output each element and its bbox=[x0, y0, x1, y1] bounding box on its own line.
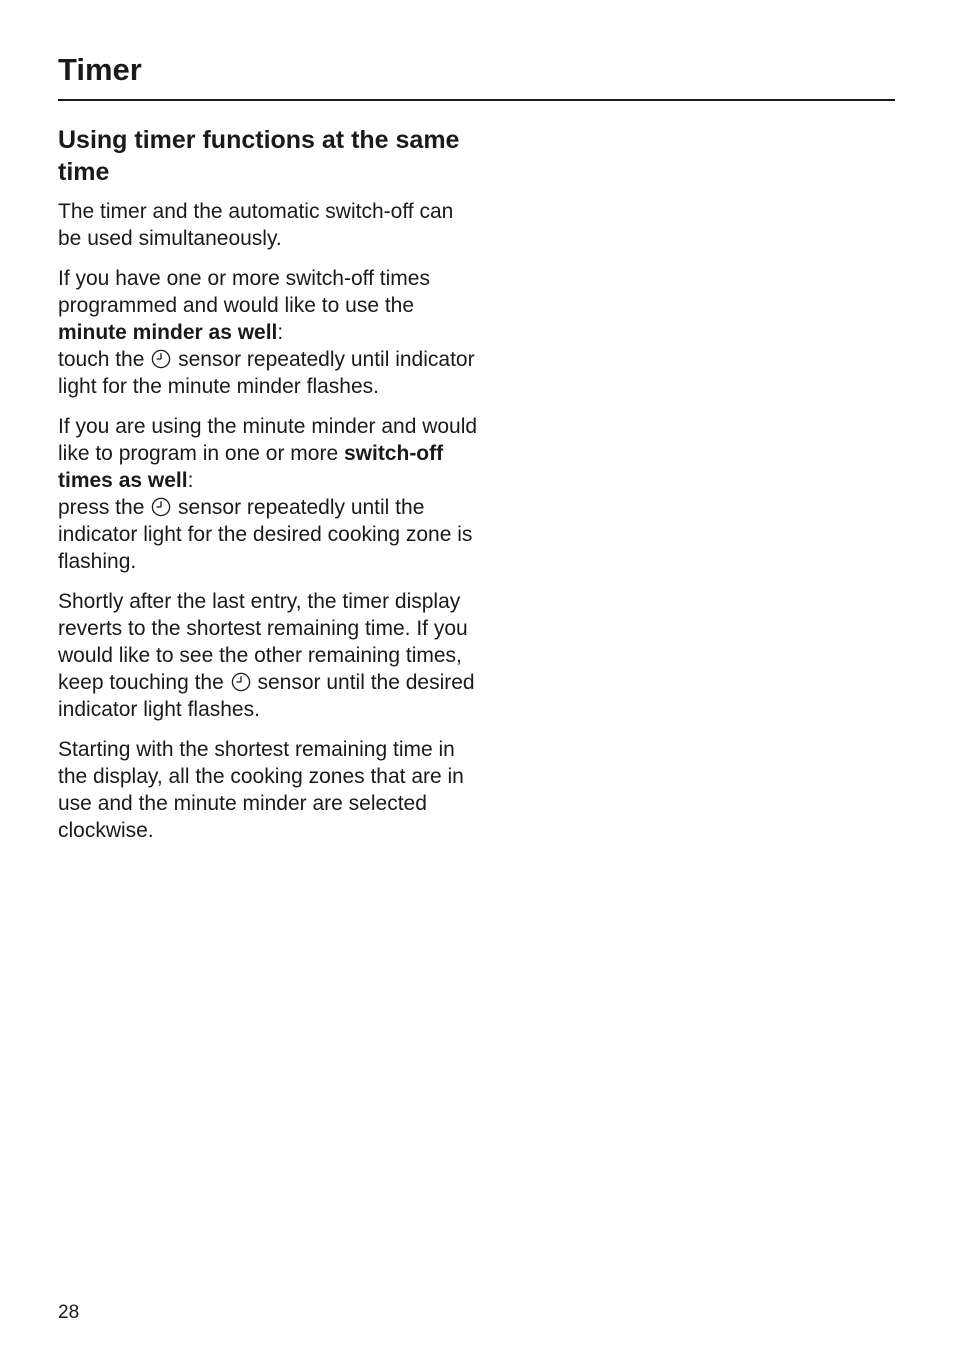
title-divider bbox=[58, 99, 895, 101]
clock-icon bbox=[151, 497, 171, 517]
clock-icon bbox=[151, 349, 171, 369]
clock-icon bbox=[231, 672, 251, 692]
page-title: Timer bbox=[58, 52, 142, 87]
instruction-text: sensor repeatedly until the indicator light for the desired cooking zone is flashing. bbox=[58, 496, 473, 573]
paragraph-text: Shortly after the last entry, the timer display reverts to the shortest remaining time. If you would like to see the other remaining times, keep touching the bbox=[58, 590, 468, 694]
paragraph-clockwise: Starting with the shortest remaining time in the display, all the cooking zones that are in use and the minute minder are selected clockwise. bbox=[58, 738, 464, 842]
main-content bbox=[58, 124, 478, 857]
emphasis-minute-minder: minute minder as well bbox=[58, 321, 278, 344]
section-heading: Using timer functions at the same time bbox=[58, 126, 460, 186]
instruction-text: press the bbox=[58, 496, 151, 519]
paragraph-remaining-times bbox=[58, 588, 478, 723]
paragraph-text: If you have one or more switch-off times programmed and would like to use the bbox=[58, 267, 430, 317]
paragraph-switch-off-times bbox=[58, 413, 478, 575]
paragraph-text: sensor until the desired indicator light flashes. bbox=[58, 671, 475, 721]
instruction-text: touch the bbox=[58, 348, 151, 371]
instruction-text: sensor repeatedly until indicator light for the minute minder flashes. bbox=[58, 348, 475, 398]
paragraph-text: If you are using the minute minder and would like to program in one or more bbox=[58, 415, 478, 465]
colon: : bbox=[277, 321, 284, 344]
emphasis-switch-off-times: switch-off times as well bbox=[58, 442, 444, 492]
paragraph-minute-minder bbox=[58, 265, 478, 400]
colon: : bbox=[187, 469, 194, 492]
page-number: 28 bbox=[58, 1302, 80, 1323]
paragraph-simultaneous: The timer and the automatic switch-off can be used simultaneously. bbox=[58, 200, 454, 250]
